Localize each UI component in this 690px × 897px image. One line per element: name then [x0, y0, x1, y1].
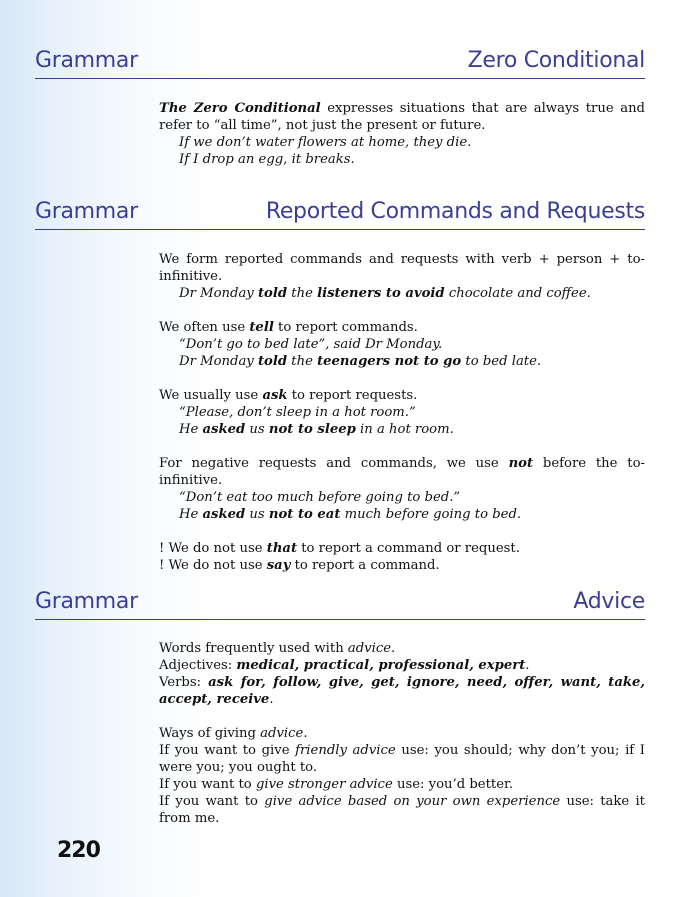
example-sentence: If I drop an egg, it breaks.	[179, 152, 355, 167]
note-line: ! We do not use say to report a command.	[159, 558, 440, 573]
reported-commands-body	[159, 251, 645, 574]
note-line: ! We do not use that to report a command or request.	[159, 541, 520, 556]
example-sentence: “Please, don’t sleep in a hot room.”	[179, 405, 416, 420]
rule-paragraph: For negative requests and commands, we use not before the to-infinitive.	[159, 456, 645, 488]
page-number: 220	[57, 838, 100, 863]
example-sentence: “Don’t eat too much before going to bed.”	[179, 490, 461, 505]
zero-conditional-body	[159, 100, 645, 168]
advice-line: Words frequently used with advice.	[159, 641, 396, 656]
example-sentence: He asked us not to eat much before going to bed.	[179, 507, 522, 522]
advice-line: Ways of giving advice.	[159, 726, 308, 741]
advice-line: Adjectives: medical, practical, professional, expert.	[159, 658, 530, 673]
section-header-advice	[35, 589, 645, 620]
advice-line: If you want to give advice based on your own experience use: take it from me.	[159, 794, 645, 826]
example-sentence: He asked us not to sleep in a hot room.	[179, 422, 454, 437]
section-label: Grammar	[35, 589, 138, 614]
section-title: Zero Conditional	[467, 48, 645, 73]
zero-conditional-intro: The Zero Conditional expresses situations that are always true and refer to “all time”, not just the present or future.	[159, 101, 646, 133]
section-title: Reported Commands and Requests	[265, 199, 645, 224]
example-sentence: Dr Monday told the teenagers not to go to bed late.	[179, 354, 542, 369]
section-title: Advice	[573, 589, 645, 614]
rule-paragraph: We often use tell to report commands.	[159, 320, 418, 335]
example-sentence: Dr Monday told the listeners to avoid chocolate and coffee.	[179, 286, 591, 301]
section-label: Grammar	[35, 199, 138, 224]
section-label: Grammar	[35, 48, 138, 73]
example-sentence: “Don’t go to bed late”, said Dr Monday.	[179, 337, 443, 352]
advice-body	[159, 640, 645, 827]
section-header-zero-conditional	[35, 48, 645, 79]
section-header-reported-commands	[35, 199, 645, 230]
advice-line: Verbs: ask for, follow, give, get, ignore, need, offer, want, take, accept, receive.	[159, 675, 646, 707]
rule-paragraph: We form reported commands and requests with verb + person + to-infinitive.	[159, 252, 645, 284]
rule-paragraph: We usually use ask to report requests.	[159, 388, 418, 403]
advice-line: If you want to give stronger advice use: you’d better.	[159, 777, 514, 792]
advice-line: If you want to give friendly advice use: you should; why don’t you; if I were you; you ought to.	[159, 743, 646, 775]
example-sentence: If we don’t water flowers at home, they die.	[179, 135, 472, 150]
